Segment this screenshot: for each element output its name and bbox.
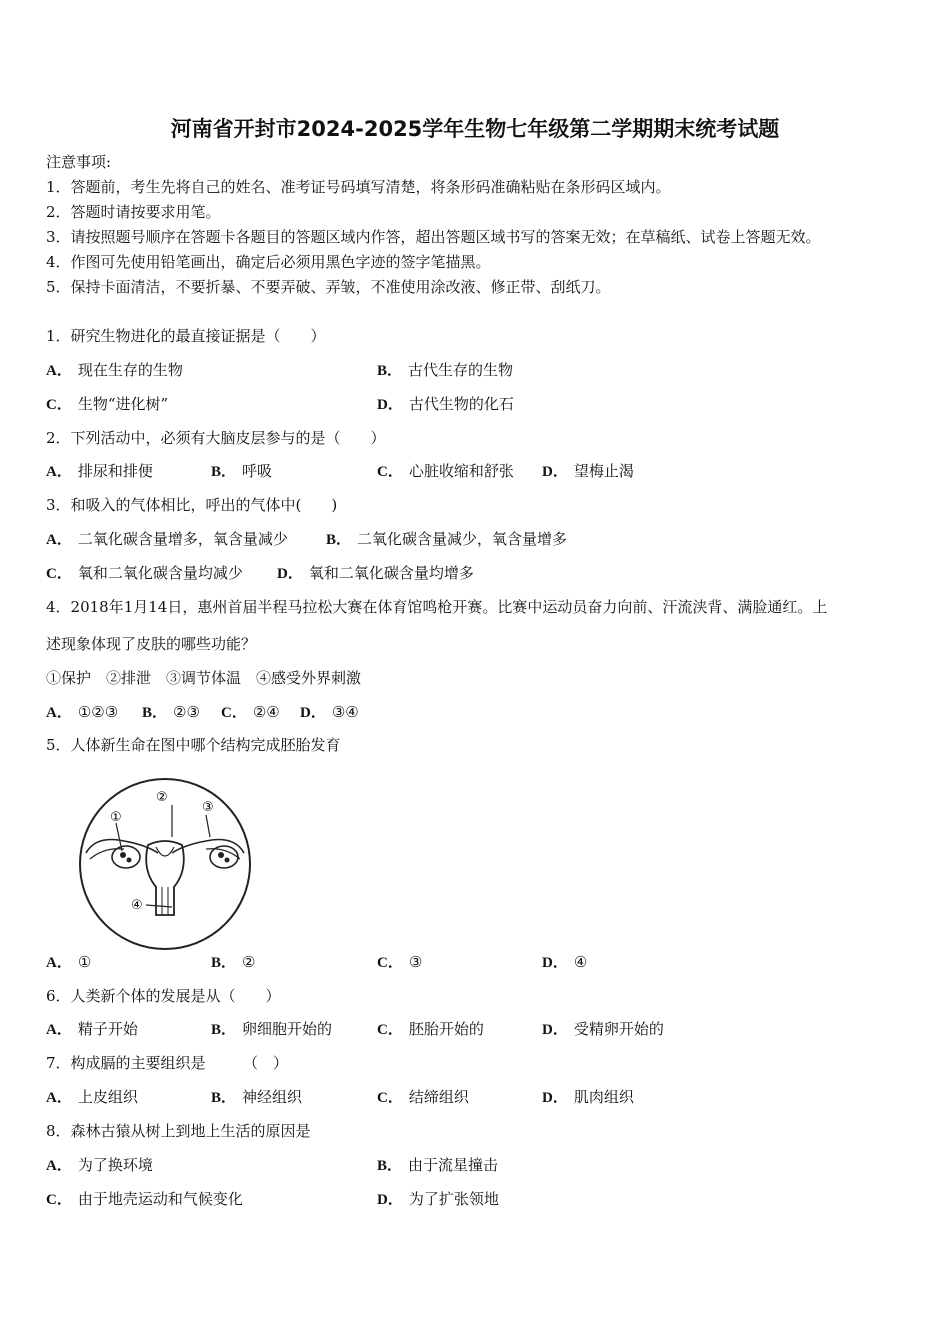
notice-item: 4．作图可先使用铅笔画出，确定后必须用黑色字迹的签字笔描黑。	[46, 253, 491, 271]
q6-option-c: C． 胚胎开始的	[377, 1020, 484, 1038]
question-3-stem: 3．和吸入的气体相比，呼出的气体中( )	[46, 496, 338, 514]
q2-option-b: B． 呼吸	[211, 462, 273, 480]
question-5-stem: 5．人体新生命在图中哪个结构完成胚胎发育	[46, 736, 341, 754]
q6-option-d: D． 受精卵开始的	[542, 1020, 664, 1038]
q4-option-a: A． ①②③	[46, 703, 119, 721]
q8-option-b: B． 由于流星撞击	[377, 1156, 499, 1174]
q7-option-c: C． 结缔组织	[377, 1088, 469, 1106]
diagram-label-4: ④	[131, 898, 143, 913]
right-ovary	[210, 846, 238, 868]
q3-option-c: C． 氧和二氧化碳含量均减少	[46, 564, 243, 582]
notice-heading: 注意事项:	[46, 153, 112, 171]
q1-option-b: B． 古代生存的生物	[377, 361, 514, 379]
question-4-stem-cont: 述现象体现了皮肤的哪些功能？	[46, 635, 257, 653]
notice-item: 3．请按照题号顺序在答题卡各题目的答题区域内作答，超出答题区域书写的答案无效；在草稿纸、试卷上答题无效。	[46, 228, 821, 246]
q2-option-d: D． 望梅止渴	[542, 462, 634, 480]
notice-item: 5．保持卡面清洁，不要折暴、不要弄破、弄皱，不准使用涂改液、修正带、刮纸刀。	[46, 278, 611, 296]
q5-option-d: D． ④	[542, 953, 588, 971]
left-ovary	[112, 846, 140, 868]
q1-option-a: A． 现在生存的生物	[46, 361, 183, 379]
notice-item: 1．答题前，考生先将自己的姓名、准考证号码填写清楚，将条形码准确粘贴在条形码区域内。	[46, 178, 671, 196]
q8-option-c: C． 由于地壳运动和气候变化	[46, 1190, 243, 1208]
q1-option-d: D． 古代生物的化石	[377, 395, 514, 413]
q7-option-d: D． 肌肉组织	[542, 1088, 634, 1106]
question-6-stem: 6．人类新个体的发展是从（ ）	[46, 987, 281, 1005]
question-1-stem: 1．研究生物进化的最直接证据是（ ）	[46, 327, 326, 345]
q2-option-c: C． 心脏收缩和舒张	[377, 462, 514, 480]
question-7-stem: 7．构成膈的主要组织是 （ ）	[46, 1054, 289, 1072]
vagina	[162, 887, 168, 915]
question-4-stem: 4．2018年1月14日，惠州首届半程马拉松大赛在体育馆鸣枪开赛。比赛中运动员奋力向前、汗流浃背、满脸通红。上	[46, 598, 828, 616]
uterus-diagram	[76, 775, 254, 953]
diagram-label-2: ②	[156, 790, 168, 805]
q6-option-b: B． 卵细胞开始的	[211, 1020, 333, 1038]
q5-option-a: A． ①	[46, 953, 92, 971]
q3-option-d: D． 氧和二氧化碳含量均增多	[277, 564, 474, 582]
q8-option-a: A． 为了换环境	[46, 1156, 153, 1174]
question-4-choices: ①保护 ②排泄 ③调节体温 ④感受外界刺激	[46, 669, 362, 687]
question-2-stem: 2．下列活动中，必须有大脑皮层参与的是（ ）	[46, 429, 386, 447]
q7-option-b: B． 神经组织	[211, 1088, 303, 1106]
exam-title: 河南省开封市2024-2025学年生物七年级第二学期期末统考试题	[170, 117, 780, 141]
q2-option-a: A． 排尿和排便	[46, 462, 153, 480]
q5-option-c: C． ③	[377, 953, 423, 971]
q4-option-d: D． ③④	[300, 703, 359, 721]
q8-option-d: D． 为了扩张领地	[377, 1190, 499, 1208]
q4-option-c: C． ②④	[221, 703, 280, 721]
uterus	[146, 841, 184, 915]
question-8-stem: 8．森林古猿从树上到地上生活的原因是	[46, 1122, 311, 1140]
q6-option-a: A． 精子开始	[46, 1020, 138, 1038]
q7-option-a: A． 上皮组织	[46, 1088, 138, 1106]
q4-option-b: B． ②③	[142, 703, 200, 721]
q1-option-c: C． 生物“进化树”	[46, 395, 169, 413]
diagram-label-3: ③	[202, 800, 214, 815]
notice-item: 2．答题时请按要求用笔。	[46, 203, 221, 221]
q5-option-b: B． ②	[211, 953, 256, 971]
diagram-label-1: ①	[110, 810, 122, 825]
q3-option-a: A． 二氧化碳含量增多，氧含量减少	[46, 530, 288, 548]
q3-option-b: B． 二氧化碳含量减少，氧含量增多	[326, 530, 568, 548]
